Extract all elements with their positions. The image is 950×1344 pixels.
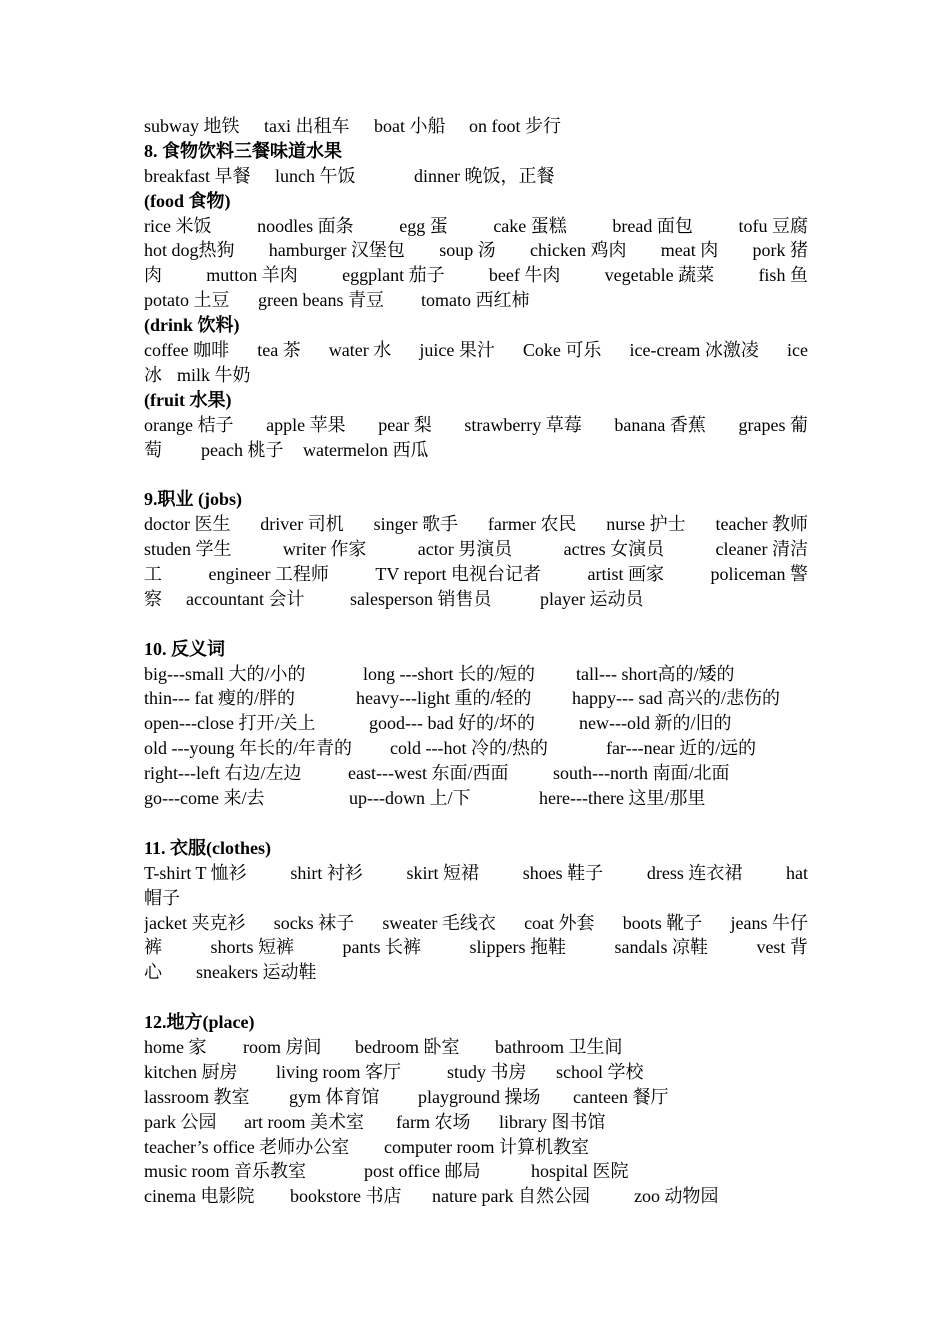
vocab-row	[144, 562, 808, 587]
vocab-entry: new---old 新的/旧的	[579, 713, 732, 734]
vocab-row	[144, 786, 808, 811]
vocab-entry: peach 桃子	[201, 439, 284, 460]
section-heading	[144, 487, 808, 512]
vocab-entry: actor 男演员	[417, 539, 513, 560]
vocab-row	[144, 413, 808, 438]
vocab-entry: driver 司机	[260, 514, 344, 535]
vocab-entry: slippers 拖鞋	[469, 937, 566, 958]
vocab-entry: meat 肉	[660, 240, 719, 261]
vocab-entry: teacher’s office 老师办公室	[144, 1136, 350, 1157]
vocab-row	[144, 1060, 808, 1085]
vocab-row	[144, 537, 808, 562]
vocab-entry: sandals 凉鞋	[614, 937, 708, 958]
vocab-entry: apple 苹果	[266, 414, 346, 435]
vocab-row	[144, 587, 808, 612]
vocab-entry: lunch 午饭	[275, 165, 356, 186]
vocab-entry: kitchen 厨房	[144, 1061, 238, 1082]
vocab-entry: bedroom 卧室	[355, 1036, 460, 1057]
vocab-entry: chicken 鸡肉	[529, 240, 627, 261]
section-heading	[144, 189, 808, 214]
vocab-entry: jeans 牛仔	[730, 912, 808, 933]
vocab-row	[144, 288, 808, 313]
vocab-entry: bathroom 卫生间	[495, 1036, 623, 1057]
vocab-entry: vest 背	[756, 937, 808, 958]
vocab-entry: rice 米饭	[144, 215, 212, 236]
vocab-entry: potato 土豆	[144, 290, 230, 311]
vocab-row	[144, 886, 808, 911]
vocab-row	[144, 662, 808, 687]
vocab-entry: eggplant 茄子	[342, 265, 445, 286]
vocab-entry: artist 画家	[587, 564, 665, 585]
vocab-entry: bread 面包	[612, 215, 693, 236]
vocab-entry: living room 客厅	[276, 1061, 401, 1082]
vocab-entry: farmer 农民	[487, 514, 577, 535]
vocab-entry: actres 女演员	[563, 539, 665, 560]
vocab-entry: milk 牛奶	[177, 364, 251, 385]
vocab-entry: noodles 面条	[257, 215, 354, 236]
vocab-row	[144, 960, 808, 985]
vocab-entry: canteen 餐厅	[573, 1086, 669, 1107]
vocab-entry: mutton 羊肉	[206, 265, 298, 286]
vocab-entry: 工	[144, 564, 162, 585]
vocab-entry: fish 鱼	[758, 265, 808, 286]
vocab-row	[144, 736, 808, 761]
vocab-entry: open---close 打开/关上	[144, 713, 316, 734]
vocab-entry: 察	[144, 588, 162, 609]
vocab-entry: on foot 步行	[469, 116, 561, 136]
vocab-entry: good--- bad 好的/坏的	[369, 713, 535, 734]
vocab-entry: hospital 医院	[531, 1161, 629, 1182]
vocab-entry: long ---short 长的/短的	[363, 663, 535, 684]
vocab-entry: home 家	[144, 1036, 207, 1057]
vocab-entry: hot dog热狗	[144, 240, 235, 261]
vocab-entry: singer 歌手	[373, 514, 459, 535]
vocab-entry: sweater 毛线衣	[382, 912, 496, 933]
vocab-entry: here---there 这里/那里	[539, 788, 706, 809]
vocab-entry: post office 邮局	[364, 1161, 481, 1182]
vocab-entry: watermelon 西瓜	[303, 439, 429, 460]
vocab-row	[144, 512, 808, 537]
vocab-entry: cake 蛋糕	[493, 215, 567, 236]
vocab-entry: dinner 晚饭，正餐	[414, 165, 555, 186]
vocab-entry: orange 桔子	[144, 414, 234, 435]
heading-text: (food 食物)	[144, 190, 231, 211]
vocab-entry: hamburger 汉堡包	[268, 240, 405, 261]
vocab-entry: egg 蛋	[399, 215, 448, 236]
vocab-entry: east---west 东面/西面	[348, 763, 509, 784]
vocab-entry: policeman 警	[710, 564, 808, 585]
vocab-entry: subway 地铁	[144, 116, 240, 136]
vocab-entry: accountant 会计	[186, 588, 305, 609]
vocab-entry: big---small 大的/小的	[144, 663, 306, 684]
vocab-entry: 肉	[144, 265, 162, 286]
section-heading	[144, 388, 808, 413]
vocab-row	[144, 164, 808, 189]
vocab-row	[144, 1135, 808, 1160]
section-heading	[144, 1010, 808, 1035]
vocab-row	[144, 1159, 808, 1184]
vocab-entry: up---down 上/下	[349, 788, 471, 809]
vocab-entry: study 书房	[447, 1061, 527, 1082]
vocab-entry: water 水	[328, 340, 392, 361]
vocab-entry: ice	[787, 340, 808, 361]
vocab-entry: old ---young 年长的/年青的	[144, 738, 352, 759]
vocab-entry: ice-cream 冰激凌	[629, 340, 759, 361]
vocab-entry: strawberry 草莓	[464, 414, 582, 435]
vocab-row	[144, 338, 808, 363]
vocab-row	[144, 1035, 808, 1060]
vocab-row	[144, 711, 808, 736]
vocab-row	[144, 214, 808, 239]
vocab-entry: right---left 右边/左边	[144, 763, 302, 784]
vocab-entry: skirt 短裙	[406, 862, 480, 883]
vocab-entry: thin--- fat 瘦的/胖的	[144, 688, 295, 709]
heading-text: 12.地方(place)	[144, 1012, 255, 1033]
vocab-entry: soup 汤	[439, 240, 496, 261]
section-heading	[144, 836, 808, 861]
heading-text: 11. 衣服(clothes)	[144, 837, 271, 858]
blank-line	[144, 985, 808, 1010]
vocab-row	[144, 1085, 808, 1110]
vocab-row	[144, 263, 808, 288]
vocab-row	[144, 1184, 808, 1209]
vocab-entry: writer 作家	[282, 539, 367, 560]
vocab-entry: coffee 咖啡	[144, 340, 230, 361]
blank-line	[144, 612, 808, 637]
heading-text: 9.职业 (jobs)	[144, 489, 242, 510]
vocab-entry: bookstore 书店	[290, 1186, 402, 1207]
vocab-row	[144, 761, 808, 786]
vocab-entry: hat	[786, 862, 808, 883]
vocab-entry: tea 茶	[257, 340, 301, 361]
vocab-entry: cleaner 清洁	[715, 539, 808, 560]
vocab-entry: farm 农场	[396, 1111, 471, 1132]
blank-line	[144, 811, 808, 836]
vocab-entry: TV report 电视台记者	[375, 564, 542, 585]
vocab-row	[144, 438, 808, 463]
vocab-entry: zoo 动物园	[634, 1186, 719, 1207]
vocab-entry: jacket 夹克衫	[144, 912, 246, 933]
vocab-entry: library 图书馆	[499, 1111, 606, 1132]
heading-text: (drink 饮料)	[144, 315, 240, 336]
vocab-entry: south---north 南面/北面	[553, 763, 730, 784]
vocab-entry: 冰	[144, 364, 162, 385]
vocab-entry: lassroom 教室	[144, 1086, 250, 1107]
section-heading	[144, 313, 808, 338]
vocab-entry: cold ---hot 冷的/热的	[390, 738, 548, 759]
vocab-entry: coat 外套	[524, 912, 595, 933]
vocab-entry: tall--- short高的/矮的	[576, 663, 735, 684]
vocab-row	[144, 114, 808, 139]
vocab-entry: music room 音乐教室	[144, 1161, 306, 1182]
heading-text: (fruit 水果)	[144, 389, 232, 410]
blank-line	[144, 462, 808, 487]
vocab-entry: happy--- sad 高兴的/悲伤的	[572, 688, 780, 709]
section-heading	[144, 139, 808, 164]
vocab-entry: shoes 鞋子	[522, 862, 604, 883]
vocab-entry: socks 袜子	[273, 912, 355, 933]
vocab-entry: juice 果汁	[419, 340, 495, 361]
vocab-row	[144, 935, 808, 960]
vocab-entry: 帽子	[144, 887, 180, 908]
vocab-entry: art room 美术室	[244, 1111, 364, 1132]
vocab-entry: tomato 西红柿	[421, 290, 530, 311]
vocab-row	[144, 363, 808, 388]
vocab-entry: player 运动员	[540, 588, 644, 609]
vocab-entry: heavy---light 重的/轻的	[356, 688, 532, 709]
vocab-entry: playground 操场	[418, 1086, 541, 1107]
vocab-entry: far---near 近的/远的	[606, 738, 757, 759]
vocab-entry: gym 体育馆	[289, 1086, 380, 1107]
vocab-entry: pear 梨	[378, 414, 432, 435]
vocab-entry: banana 香蕉	[614, 414, 706, 435]
vocab-entry: computer room 计算机教室	[384, 1136, 589, 1157]
heading-text: 10. 反义词	[144, 638, 225, 659]
vocab-entry: Coke 可乐	[522, 340, 602, 361]
vocab-row	[144, 911, 808, 936]
vocab-entry: vegetable 蔬菜	[604, 265, 715, 286]
vocab-entry: pork 猪	[752, 240, 808, 261]
vocab-entry: school 学校	[556, 1061, 644, 1082]
vocab-entry: nature park 自然公园	[432, 1186, 590, 1207]
vocab-entry: salesperson 销售员	[350, 588, 492, 609]
vocab-entry: doctor 医生	[144, 514, 231, 535]
vocab-row	[144, 1110, 808, 1135]
vocab-entry: boat 小船	[374, 116, 446, 136]
vocab-entry: tofu 豆腐	[738, 215, 808, 236]
vocab-entry: green beans 青豆	[258, 290, 384, 311]
vocab-entry: engineer 工程师	[208, 564, 329, 585]
vocabulary-document	[144, 114, 808, 1209]
section-heading	[144, 637, 808, 662]
vocab-entry: 裤	[144, 937, 162, 958]
vocab-entry: breakfast 早餐	[144, 165, 251, 186]
vocab-entry: sneakers 运动鞋	[196, 962, 317, 983]
vocab-entry: grapes 葡	[738, 414, 808, 435]
vocab-row	[144, 238, 808, 263]
vocab-entry: shirt 衬衫	[290, 862, 363, 883]
vocab-entry: T-shirt T 恤衫	[144, 862, 247, 883]
heading-text: 8. 食物饮料三餐味道水果	[144, 140, 342, 161]
vocab-entry: boots 靴子	[622, 912, 703, 933]
vocab-entry: teacher 教师	[715, 514, 808, 535]
vocab-entry: 心	[144, 962, 162, 983]
vocab-row	[144, 686, 808, 711]
vocab-entry: shorts 短裤	[210, 937, 294, 958]
vocab-entry: go---come 来/去	[144, 788, 265, 809]
vocab-entry: pants 长裤	[342, 937, 421, 958]
vocab-row	[144, 861, 808, 886]
vocab-entry: room 房间	[243, 1036, 322, 1057]
vocab-entry: studen 学生	[144, 539, 232, 560]
vocab-entry: beef 牛肉	[488, 265, 561, 286]
vocab-entry: taxi 出租车	[264, 116, 350, 136]
vocab-entry: nurse 护士	[606, 514, 686, 535]
vocab-entry: cinema 电影院	[144, 1186, 255, 1207]
vocab-entry: 萄	[144, 439, 162, 460]
vocab-entry: dress 连衣裙	[646, 862, 743, 883]
vocab-entry: park 公园	[144, 1111, 217, 1132]
